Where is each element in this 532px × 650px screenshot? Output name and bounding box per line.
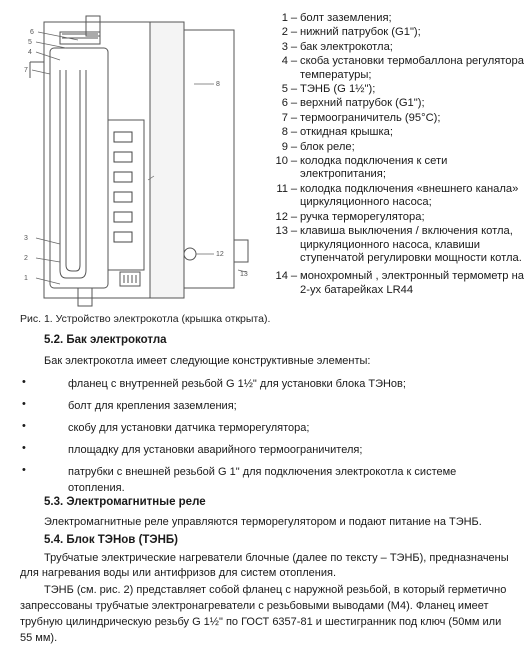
section-heading-relays: 5.3. Электромагнитные реле xyxy=(44,496,206,508)
list-item: • скобу для установки датчика терморегулятора; xyxy=(22,420,310,434)
legend-item: 1 – болт заземления; xyxy=(281,12,392,24)
legend-item: 6 – верхний патрубок (G1"); xyxy=(281,97,425,110)
legend-item: 11 – колодка подключения «внешнего канала» циркуляционного насоса; xyxy=(276,182,519,209)
section-heading-heaters: 5.4. Блок ТЭНов (ТЭНБ) xyxy=(44,534,179,546)
list-item: • площадку для установки аварийного термоограничителя; xyxy=(22,442,363,456)
svg-text:2: 2 xyxy=(24,255,28,262)
bottom-pipe xyxy=(78,288,92,306)
top-pipe xyxy=(86,16,100,36)
terminal-blocks xyxy=(114,132,132,242)
boiler-diagram xyxy=(0,0,268,312)
thermostat-knob xyxy=(184,248,196,260)
heaters-para2-line1: ТЭНБ (см. рис. 2) представляет собой фланец с наружной резьбой, в который герметично xyxy=(44,584,507,596)
svg-text:13: 13 xyxy=(240,271,248,278)
legend-item: 13 – клавиша выключения / включения котла, циркуляционного насоса, клавиши ступенчатой регулировки мощности котла. xyxy=(275,225,522,264)
svg-text:4: 4 xyxy=(28,49,32,56)
list-item: • болт для крепления заземления; xyxy=(22,398,237,412)
relays-text: Электромагнитные реле управляются терморегулятором и подают питание на ТЭНБ. xyxy=(44,516,482,528)
heating-element xyxy=(60,70,86,278)
boiler-tank xyxy=(50,48,108,288)
legend-item: 9 – блок реле; xyxy=(281,140,355,153)
list-item: • фланец с внутренней резьбой G 1½" для установки блока ТЭНов; xyxy=(22,376,406,390)
legend-item: 4 – скоба установки термобаллона регулятора температуры; xyxy=(281,55,524,81)
section-heading-tank: 5.2. Бак электрокотла xyxy=(44,334,167,346)
legend-item: 10 – колодка подключения к сети электропитания; xyxy=(275,155,448,181)
svg-text:1: 1 xyxy=(24,275,28,282)
boiler-lid xyxy=(150,22,184,298)
svg-text:7: 7 xyxy=(24,67,28,74)
heaters-para1-line1: Трубчатые электрические нагреватели блочные (далее по тексту – ТЭНБ), предназначены xyxy=(44,552,509,564)
heaters-para1-line2: для нагревания воды или антифризов для систем отопления. xyxy=(20,567,337,579)
svg-text:5: 5 xyxy=(28,39,32,46)
heaters-para2-line4: 55 мм). xyxy=(20,632,58,644)
figure-legend xyxy=(268,12,530,298)
tank-features-list xyxy=(22,376,502,502)
legend-item: 14 – монохромный , электронный термометр на 2-ух батарейках LR44 xyxy=(275,270,525,296)
svg-text:6: 6 xyxy=(30,29,34,36)
legend-item: 12 – ручка терморегулятора; xyxy=(275,210,425,223)
legend-item: 2 – нижний патрубок (G1"); xyxy=(281,26,421,39)
svg-text:3: 3 xyxy=(24,235,28,242)
list-item: • патрубки с внешней резьбой G 1" для подключения электрокотла к системе отопления. xyxy=(22,464,457,494)
legend-item: 5 – ТЭНБ (G 1½"); xyxy=(281,83,376,96)
legend-item: 7 – термоограничитель (95°С); xyxy=(281,111,441,124)
svg-text:8: 8 xyxy=(216,81,220,88)
heaters-para2-line3: трубную цилиндрическую резьбу G 1½" по ГОСТ 6357-81 и шестигранник под ключ (50мм или xyxy=(20,616,502,628)
svg-text:12: 12 xyxy=(216,251,224,258)
legend-item: 3 – бак электрокотла; xyxy=(281,40,393,53)
heaters-para2-line2: запрессованы трубчатые электронагреватели с резьбовыми выводами (М4). Фланец имеет xyxy=(20,600,489,612)
figure-caption: Рис. 1. Устройство электрокотла (крышка открыта). xyxy=(20,313,271,325)
legend-item: 8 – откидная крышка; xyxy=(281,126,393,139)
tank-intro: Бак электрокотла имеет следующие конструктивные элементы: xyxy=(44,355,371,367)
switch-keys xyxy=(120,272,140,286)
